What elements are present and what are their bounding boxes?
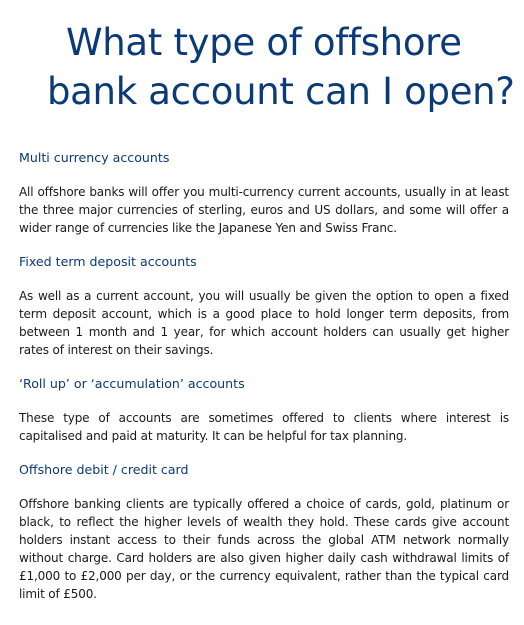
section-paragraph: These type of accounts are sometimes offered to clients where interest is capitalised and paid at maturity. It can be helpful for tax planning. (19, 411, 509, 443)
section-roll-up (19, 376, 509, 445)
section-multi-currency (19, 150, 509, 237)
page-title-line-2: bank account can I open? (47, 70, 515, 113)
section-debit-credit-card (19, 462, 509, 603)
section-heading: ‘Roll up’ or ‘accumulation’ accounts (19, 376, 245, 391)
section-paragraph: All offshore banks will offer you multi-currency current accounts, usually in at least the three major currencies of sterling, euros and US dollars, and some will offer a wider range of currencies like the Japanese Yen and Swiss Franc. (19, 185, 509, 235)
section-paragraph: As well as a current account, you will usually be given the option to open a fixed term deposit account, which is a good place to hold longer term deposits, from between 1 month and 1 year, for which account holders can usually get higher rates of interest on their savings. (19, 289, 509, 357)
article-body (19, 150, 509, 603)
page-title (0, 18, 524, 116)
section-heading: Fixed term deposit accounts (19, 254, 197, 269)
section-fixed-term (19, 254, 509, 359)
section-heading: Offshore debit / credit card (19, 462, 189, 477)
page-title-line-1: What type of offshore (66, 21, 462, 64)
section-heading: Multi currency accounts (19, 150, 170, 165)
section-paragraph: Offshore banking clients are typically offered a choice of cards, gold, platinum or black, to reflect the higher levels of wealth they hold. These cards give account holders instant access to their funds across the global ATM network normally without charge. Card holders are also given higher daily cash withdrawal limits of £1,000 to £2,000 per day, or the currency equivalent, rather than the typical card limit of £500. (19, 497, 509, 601)
